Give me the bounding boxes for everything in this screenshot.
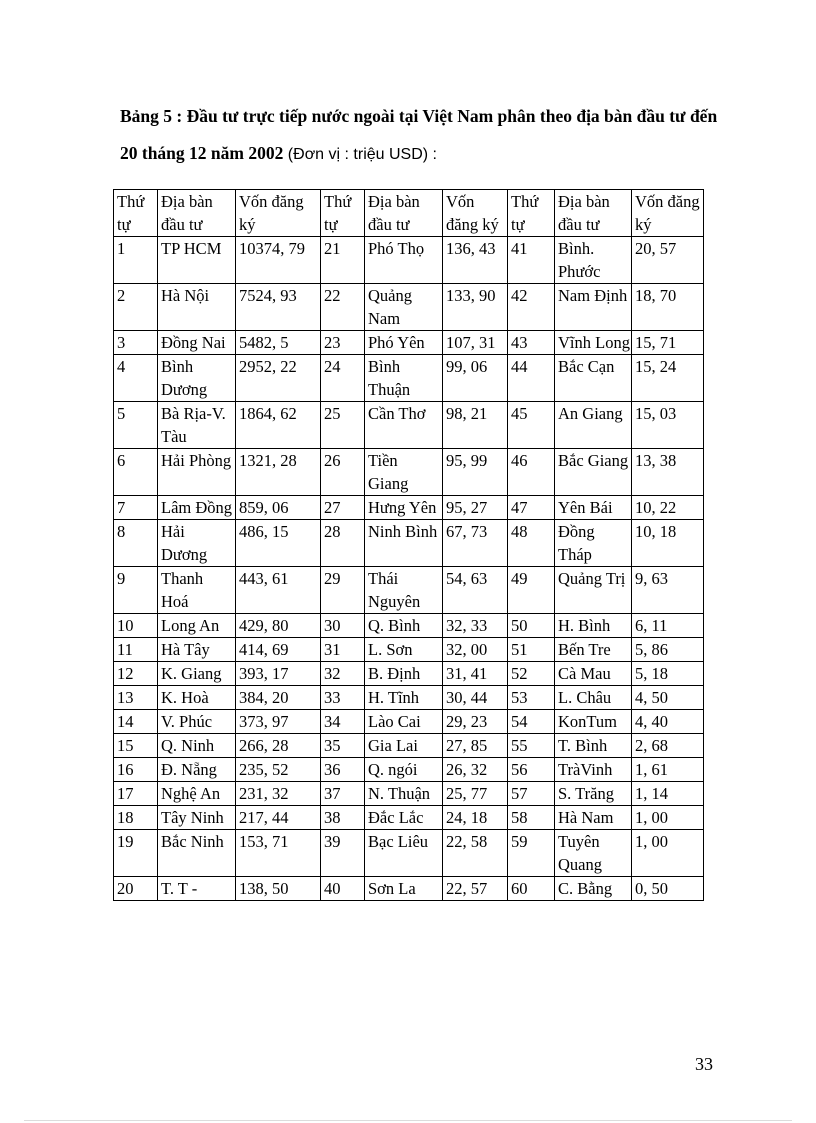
order-cell: 56 bbox=[508, 758, 555, 782]
location-cell: Bạc Liêu bbox=[365, 830, 443, 877]
capital-cell: 5482, 5 bbox=[236, 331, 321, 355]
capital-cell: 15, 24 bbox=[632, 355, 704, 402]
page-bottom-rule bbox=[24, 1120, 792, 1121]
capital-cell: 859, 06 bbox=[236, 496, 321, 520]
capital-cell: 107, 31 bbox=[443, 331, 508, 355]
table-row bbox=[114, 331, 704, 355]
location-cell: Hà Tây bbox=[158, 638, 236, 662]
capital-cell: 26, 32 bbox=[443, 758, 508, 782]
capital-cell: 24, 18 bbox=[443, 806, 508, 830]
capital-cell: 95, 27 bbox=[443, 496, 508, 520]
location-cell: TràVinh bbox=[555, 758, 632, 782]
location-cell: Hà Nam bbox=[555, 806, 632, 830]
location-cell: Phó Yên bbox=[365, 331, 443, 355]
header-capital: Vốn đăng ký bbox=[443, 190, 508, 237]
header-location: Địa bàn đầu tư bbox=[365, 190, 443, 237]
capital-cell: 5, 18 bbox=[632, 662, 704, 686]
fdi-table bbox=[113, 189, 704, 901]
capital-cell: 13, 38 bbox=[632, 449, 704, 496]
table-row bbox=[114, 758, 704, 782]
table-row bbox=[114, 355, 704, 402]
location-cell: Bình Dương bbox=[158, 355, 236, 402]
order-cell: 59 bbox=[508, 830, 555, 877]
capital-cell: 393, 17 bbox=[236, 662, 321, 686]
order-cell: 51 bbox=[508, 638, 555, 662]
order-cell: 48 bbox=[508, 520, 555, 567]
location-cell: T. Bình bbox=[555, 734, 632, 758]
table-row bbox=[114, 496, 704, 520]
order-cell: 27 bbox=[321, 496, 365, 520]
location-cell: Đồng Nai bbox=[158, 331, 236, 355]
location-cell: Bắc Cạn bbox=[555, 355, 632, 402]
order-cell: 15 bbox=[114, 734, 158, 758]
header-order: Thứ tự bbox=[508, 190, 555, 237]
order-cell: 5 bbox=[114, 402, 158, 449]
capital-cell: 27, 85 bbox=[443, 734, 508, 758]
location-cell: Ninh Bình bbox=[365, 520, 443, 567]
order-cell: 32 bbox=[321, 662, 365, 686]
location-cell: C. Bằng bbox=[555, 877, 632, 901]
location-cell: Q. ngói bbox=[365, 758, 443, 782]
order-cell: 29 bbox=[321, 567, 365, 614]
capital-cell: 1, 61 bbox=[632, 758, 704, 782]
capital-cell: 384, 20 bbox=[236, 686, 321, 710]
location-cell: Bà Rịa-V. Tàu bbox=[158, 402, 236, 449]
order-cell: 60 bbox=[508, 877, 555, 901]
capital-cell: 98, 21 bbox=[443, 402, 508, 449]
order-cell: 11 bbox=[114, 638, 158, 662]
page-number: 33 bbox=[695, 1054, 713, 1074]
order-cell: 43 bbox=[508, 331, 555, 355]
table-row bbox=[114, 237, 704, 284]
location-cell: Nghệ An bbox=[158, 782, 236, 806]
location-cell: Hà Nội bbox=[158, 284, 236, 331]
order-cell: 17 bbox=[114, 782, 158, 806]
order-cell: 18 bbox=[114, 806, 158, 830]
location-cell: Tiền Giang bbox=[365, 449, 443, 496]
table-row bbox=[114, 638, 704, 662]
order-cell: 41 bbox=[508, 237, 555, 284]
order-cell: 24 bbox=[321, 355, 365, 402]
capital-cell: 7524, 93 bbox=[236, 284, 321, 331]
order-cell: 7 bbox=[114, 496, 158, 520]
capital-cell: 1864, 62 bbox=[236, 402, 321, 449]
order-cell: 10 bbox=[114, 614, 158, 638]
order-cell: 3 bbox=[114, 331, 158, 355]
location-cell: H. Bình bbox=[555, 614, 632, 638]
capital-cell: 4, 50 bbox=[632, 686, 704, 710]
capital-cell: 133, 90 bbox=[443, 284, 508, 331]
order-cell: 54 bbox=[508, 710, 555, 734]
order-cell: 2 bbox=[114, 284, 158, 331]
table-header-row bbox=[114, 190, 704, 237]
order-cell: 34 bbox=[321, 710, 365, 734]
table-caption bbox=[120, 98, 720, 173]
location-cell: L. Châu bbox=[555, 686, 632, 710]
location-cell: Tuyên Quang bbox=[555, 830, 632, 877]
capital-cell: 217, 44 bbox=[236, 806, 321, 830]
capital-cell: 31, 41 bbox=[443, 662, 508, 686]
table-row bbox=[114, 806, 704, 830]
order-cell: 30 bbox=[321, 614, 365, 638]
order-cell: 4 bbox=[114, 355, 158, 402]
location-cell: Thanh Hoá bbox=[158, 567, 236, 614]
table-row bbox=[114, 520, 704, 567]
order-cell: 19 bbox=[114, 830, 158, 877]
capital-cell: 99, 06 bbox=[443, 355, 508, 402]
order-cell: 35 bbox=[321, 734, 365, 758]
order-cell: 16 bbox=[114, 758, 158, 782]
order-cell: 23 bbox=[321, 331, 365, 355]
order-cell: 52 bbox=[508, 662, 555, 686]
order-cell: 14 bbox=[114, 710, 158, 734]
header-location: Địa bàn đầu tư bbox=[158, 190, 236, 237]
order-cell: 28 bbox=[321, 520, 365, 567]
capital-cell: 10, 18 bbox=[632, 520, 704, 567]
table-row bbox=[114, 449, 704, 496]
location-cell: Hải Phòng bbox=[158, 449, 236, 496]
table-row bbox=[114, 877, 704, 901]
order-cell: 39 bbox=[321, 830, 365, 877]
location-cell: Vĩnh Long bbox=[555, 331, 632, 355]
order-cell: 53 bbox=[508, 686, 555, 710]
location-cell: Bắc Ninh bbox=[158, 830, 236, 877]
capital-cell: 25, 77 bbox=[443, 782, 508, 806]
capital-cell: 4, 40 bbox=[632, 710, 704, 734]
location-cell: Lào Cai bbox=[365, 710, 443, 734]
capital-cell: 1, 00 bbox=[632, 806, 704, 830]
capital-cell: 1321, 28 bbox=[236, 449, 321, 496]
capital-cell: 15, 71 bbox=[632, 331, 704, 355]
capital-cell: 2, 68 bbox=[632, 734, 704, 758]
header-capital: Vốn đăng ký bbox=[632, 190, 704, 237]
table-row bbox=[114, 710, 704, 734]
caption-unit: (Đơn vị : triệu USD) : bbox=[283, 146, 437, 163]
location-cell: S. Trăng bbox=[555, 782, 632, 806]
order-cell: 21 bbox=[321, 237, 365, 284]
capital-cell: 18, 70 bbox=[632, 284, 704, 331]
capital-cell: 373, 97 bbox=[236, 710, 321, 734]
location-cell: Đồng Tháp bbox=[555, 520, 632, 567]
table-row bbox=[114, 734, 704, 758]
header-capital: Vốn đăng ký bbox=[236, 190, 321, 237]
order-cell: 13 bbox=[114, 686, 158, 710]
capital-cell: 266, 28 bbox=[236, 734, 321, 758]
capital-cell: 414, 69 bbox=[236, 638, 321, 662]
order-cell: 55 bbox=[508, 734, 555, 758]
capital-cell: 10374, 79 bbox=[236, 237, 321, 284]
order-cell: 37 bbox=[321, 782, 365, 806]
order-cell: 33 bbox=[321, 686, 365, 710]
location-cell: An Giang bbox=[555, 402, 632, 449]
capital-cell: 32, 33 bbox=[443, 614, 508, 638]
location-cell: Đ. Nẵng bbox=[158, 758, 236, 782]
capital-cell: 1, 14 bbox=[632, 782, 704, 806]
capital-cell: 32, 00 bbox=[443, 638, 508, 662]
table-row bbox=[114, 830, 704, 877]
location-cell: Quảng Nam bbox=[365, 284, 443, 331]
location-cell: Q. Ninh bbox=[158, 734, 236, 758]
order-cell: 58 bbox=[508, 806, 555, 830]
caption-title: Bảng 5 : Đầu tư trực tiếp nước ngoài tại Việt Nam phân theo địa bàn đầu tư đến 20 tháng 12 năm 2002 bbox=[120, 106, 718, 163]
order-cell: 40 bbox=[321, 877, 365, 901]
capital-cell: 20, 57 bbox=[632, 237, 704, 284]
capital-cell: 22, 58 bbox=[443, 830, 508, 877]
capital-cell: 10, 22 bbox=[632, 496, 704, 520]
header-location: Địa bàn đầu tư bbox=[555, 190, 632, 237]
location-cell: Sơn La bbox=[365, 877, 443, 901]
capital-cell: 6, 11 bbox=[632, 614, 704, 638]
location-cell: Tây Ninh bbox=[158, 806, 236, 830]
location-cell: K. Giang bbox=[158, 662, 236, 686]
table-row bbox=[114, 686, 704, 710]
capital-cell: 30, 44 bbox=[443, 686, 508, 710]
order-cell: 8 bbox=[114, 520, 158, 567]
location-cell: N. Thuận bbox=[365, 782, 443, 806]
location-cell: H. Tĩnh bbox=[365, 686, 443, 710]
location-cell: TP HCM bbox=[158, 237, 236, 284]
capital-cell: 22, 57 bbox=[443, 877, 508, 901]
table-row bbox=[114, 662, 704, 686]
location-cell: Bình Thuận bbox=[365, 355, 443, 402]
capital-cell: 5, 86 bbox=[632, 638, 704, 662]
location-cell: Cà Mau bbox=[555, 662, 632, 686]
table-row bbox=[114, 614, 704, 638]
location-cell: Yên Bái bbox=[555, 496, 632, 520]
header-order: Thứ tự bbox=[114, 190, 158, 237]
location-cell: K. Hoà bbox=[158, 686, 236, 710]
capital-cell: 443, 61 bbox=[236, 567, 321, 614]
capital-cell: 486, 15 bbox=[236, 520, 321, 567]
location-cell: Đắc Lắc bbox=[365, 806, 443, 830]
order-cell: 22 bbox=[321, 284, 365, 331]
capital-cell: 235, 52 bbox=[236, 758, 321, 782]
location-cell: Phó Thọ bbox=[365, 237, 443, 284]
order-cell: 36 bbox=[321, 758, 365, 782]
location-cell: Thái Nguyên bbox=[365, 567, 443, 614]
order-cell: 57 bbox=[508, 782, 555, 806]
table-row bbox=[114, 782, 704, 806]
location-cell: KonTum bbox=[555, 710, 632, 734]
order-cell: 20 bbox=[114, 877, 158, 901]
capital-cell: 9, 63 bbox=[632, 567, 704, 614]
order-cell: 49 bbox=[508, 567, 555, 614]
location-cell: Nam Định bbox=[555, 284, 632, 331]
capital-cell: 29, 23 bbox=[443, 710, 508, 734]
order-cell: 9 bbox=[114, 567, 158, 614]
location-cell: L. Sơn bbox=[365, 638, 443, 662]
order-cell: 47 bbox=[508, 496, 555, 520]
capital-cell: 54, 63 bbox=[443, 567, 508, 614]
capital-cell: 15, 03 bbox=[632, 402, 704, 449]
capital-cell: 136, 43 bbox=[443, 237, 508, 284]
order-cell: 50 bbox=[508, 614, 555, 638]
location-cell: Q. Bình bbox=[365, 614, 443, 638]
order-cell: 45 bbox=[508, 402, 555, 449]
location-cell: Bắc Giang bbox=[555, 449, 632, 496]
location-cell: Lâm Đồng bbox=[158, 496, 236, 520]
capital-cell: 138, 50 bbox=[236, 877, 321, 901]
capital-cell: 231, 32 bbox=[236, 782, 321, 806]
location-cell: Long An bbox=[158, 614, 236, 638]
order-cell: 38 bbox=[321, 806, 365, 830]
location-cell: B. Định bbox=[365, 662, 443, 686]
location-cell: Hải Dương bbox=[158, 520, 236, 567]
capital-cell: 153, 71 bbox=[236, 830, 321, 877]
capital-cell: 2952, 22 bbox=[236, 355, 321, 402]
table-row bbox=[114, 402, 704, 449]
location-cell: V. Phúc bbox=[158, 710, 236, 734]
capital-cell: 429, 80 bbox=[236, 614, 321, 638]
order-cell: 26 bbox=[321, 449, 365, 496]
order-cell: 44 bbox=[508, 355, 555, 402]
order-cell: 12 bbox=[114, 662, 158, 686]
location-cell: Bến Tre bbox=[555, 638, 632, 662]
capital-cell: 1, 00 bbox=[632, 830, 704, 877]
table-row bbox=[114, 567, 704, 614]
order-cell: 1 bbox=[114, 237, 158, 284]
location-cell: Quảng Trị bbox=[555, 567, 632, 614]
location-cell: Cần Thơ bbox=[365, 402, 443, 449]
table-row bbox=[114, 284, 704, 331]
location-cell: Bình. Phước bbox=[555, 237, 632, 284]
capital-cell: 0, 50 bbox=[632, 877, 704, 901]
capital-cell: 67, 73 bbox=[443, 520, 508, 567]
order-cell: 25 bbox=[321, 402, 365, 449]
order-cell: 31 bbox=[321, 638, 365, 662]
capital-cell: 95, 99 bbox=[443, 449, 508, 496]
header-order: Thứ tự bbox=[321, 190, 365, 237]
location-cell: Gia Lai bbox=[365, 734, 443, 758]
location-cell: T. T - bbox=[158, 877, 236, 901]
location-cell: Hưng Yên bbox=[365, 496, 443, 520]
order-cell: 42 bbox=[508, 284, 555, 331]
order-cell: 6 bbox=[114, 449, 158, 496]
order-cell: 46 bbox=[508, 449, 555, 496]
